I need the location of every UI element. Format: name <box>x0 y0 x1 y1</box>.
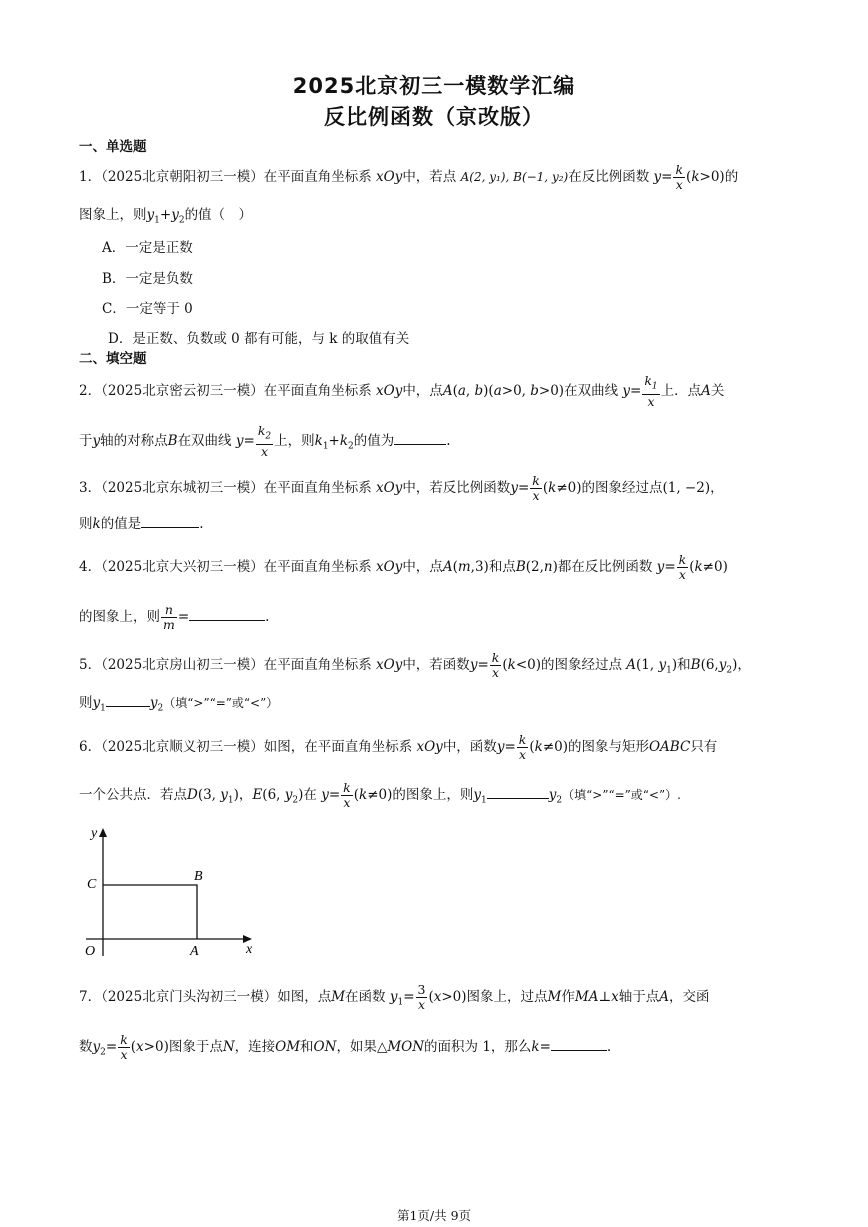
question-3-line-2: 则k的值是 . <box>79 516 204 532</box>
option-a: A．一定是正数 <box>102 240 193 256</box>
page-subtitle: 反比例函数（京改版） <box>324 105 544 129</box>
question-7-line-1: 7．（2025北京门头沟初三一模）如图，点M在函数 $y_1=$ $\frac{3}{x}$ (x>0)图象上，过点M作MA⊥x轴于点A，交函 <box>79 982 710 1012</box>
label-c: C <box>87 877 97 892</box>
question-7-line-2: 数$y_2=$ $\frac{k}{x}$ (x>0)图象于点N，连接OM和ON，如果△MON的面积为 1，那么k= . <box>79 1032 612 1062</box>
question-2-line-1: 2．（2025北京密云初三一模）在平面直角坐标系 xOy中，点A(a, b)(a>0, b>0)在双曲线 y= $\frac{k_1}{x}$ 上．点A关 <box>79 373 725 409</box>
label-a: A <box>190 944 199 959</box>
section-heading-fill-in: 二、填空题 <box>79 351 147 367</box>
option-c: C．一定等于 0 <box>102 301 193 317</box>
question-5-line-1: 5．（2025北京房山初三一模）在平面直角坐标系 xOy中，若函数y= $\frac{k}{x}$ (k<0)的图象经过点 A(1, $y_1$)和$B(6,y_2)$， <box>79 650 751 680</box>
section-heading-single-choice: 一、单选题 <box>79 139 147 155</box>
option-b: B．一定是负数 <box>102 271 193 287</box>
question-1-line-1: 1．（2025北京朝阳初三一模）在平面直角坐标系 xOy中，若点 A(2, y₁), B(−1, y₂)在反比例函数 y= $\frac{k}{x}$ (k>0)的 <box>79 162 739 192</box>
question-3-line-1: 3．（2025北京东城初三一模）在平面直角坐标系 xOy中，若反比例函数y= $\frac{k}{x}$ (k≠0)的图象经过点(1, −2)， <box>79 473 724 503</box>
question-6-line-2: 一个公共点．若点D(3, $y_1$)，E(6, $y_2$)在 y= $\frac{k}{x}$ (k≠0)的图象上，则$y_1$ $y_2$（填“>”“=”或“<”）. <box>79 780 681 810</box>
rectangle-oabc-figure <box>76 822 258 962</box>
page-title: 2025北京初三一模数学汇编 <box>292 74 576 98</box>
rectangle-sides <box>103 885 197 939</box>
label-o: O <box>85 944 96 959</box>
label-x: x <box>246 942 253 957</box>
label-b: B <box>194 869 203 884</box>
page-footer: 第1页/共 9页 <box>396 1208 472 1223</box>
label-y: y <box>91 826 98 841</box>
question-1-line-2: 图象上，则$y_1+y_2$的值（ ） <box>79 207 253 226</box>
option-d: D．是正数、负数或 0 都有可能，与 k 的取值有关 <box>108 331 410 347</box>
question-4-line-2: 的图象上，则 $\frac{n}{m}$ = . <box>79 602 270 632</box>
y-axis-arrow <box>99 828 107 837</box>
question-6-line-1: 6．（2025北京顺义初三一模）如图，在平面直角坐标系 xOy中，函数y= $\frac{k}{x}$ (k≠0)的图象与矩形OABC只有 <box>79 732 718 762</box>
question-2-line-2: 于y轴的对称点B在双曲线 y= $\frac{k_2}{x}$ 上，则$k_1+k_2$的值为 . <box>79 423 451 459</box>
question-4-line-1: 4．（2025北京大兴初三一模）在平面直角坐标系 xOy中，点A(m,3)和点B(2,n)都在反比例函数 y= $\frac{k}{x}$ (k≠0) <box>79 552 728 582</box>
question-5-line-2: 则$y_1$ $y_2$（填“>”“=”或“<”） <box>79 695 279 714</box>
